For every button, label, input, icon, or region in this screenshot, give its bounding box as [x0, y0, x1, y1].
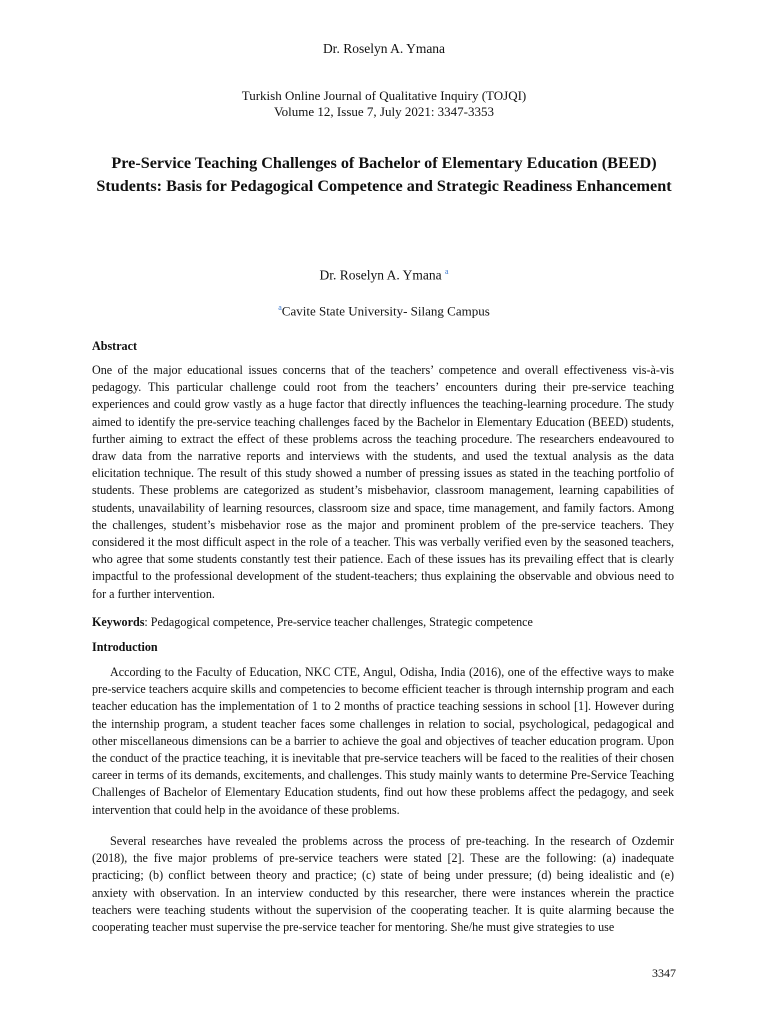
running-head: Dr. Roselyn A. Ymana	[322, 41, 446, 56]
introduction-paragraph-2: Several researches have revealed the problems across the process of pre-teaching. In the research of Ozdemir (2018), the five major problems of pre-service teachers were stated [2]. These are the following: (a) inadequate practicing; (b) conflict between theory and practice; (c) state of being under pressure; (d) being idealistic and (e) anxiety with observation. In an interview conducted by this researcher, there were instances wherein the practice teachers were teaching students without the supervision of the cooperating teacher. It is quite alarming because the cooperating teacher must supervise the pre-service teacher for mentoring. She/he must give strategies to use	[92, 834, 674, 935]
affiliation-text: Cavite State University- Silang Campus	[281, 303, 490, 319]
introduction-paragraph-1: According to the Faculty of Education, NKC CTE, Angul, Odisha, India (2016), one of the effective ways to make pre-service teachers acquire skills and competencies to become efficient teacher is through internship program and each teacher education has the implementation of 1 to 2 months of practice teaching sessions in school [1]. However during the internship program, a student teacher faces some challenges in relation to social, psychological, pedagogical and other miscellaneous dimensions can be a barrier to achieve the goal and objectives of teacher education program. Upon the conduct of the practice teaching, it is inevitable that pre-service teachers will be faced to the realities of their chosen career in terms of its demands, excitements, and challenges. This study mainly wants to determine Pre-Service Teaching Challenges of Bachelor of Elementary Education students, find out how these problems affect the pedagogy, and seek intervention that could help in the avoidance of these problems.	[92, 665, 674, 817]
affiliation-mark: a	[278, 303, 282, 312]
journal-info	[0, 88, 768, 120]
page-number: 3347	[652, 966, 676, 980]
keywords-text: : Pedagogical competence, Pre-service teacher challenges, Strategic competence	[144, 615, 533, 629]
abstract-body: One of the major educational issues concerns that of the teachers’ competence and overall effectiveness vis-à-vis pedagogy. This particular challenge could root from the teachers’ encounters during their pre-service teaching experiences and could grow vastly as a huge factor that directly influences the teaching-learning procedure. The study aimed to identify the pre-service teaching challenges faced by the Bachelor in Elementary Education (BEED) students, further aiming to extract the effect of these problems across the teaching procedure. The researchers endeavoured to draw data from the narrative reports and interviews with the students, and used the textual analysis as the data elicitation technique. The result of this study showed a number of pressing issues as stated in the teaching portfolio of students. These problems are categorized as student’s misbehavior, classroom management, learning capabilities of students, unavailability of learning resources, classroom size and space, time management, and family factors. Among the challenges, student’s misbehavior rose as the major and prominent problem of the pre-service teachers. They considered it the most difficult aspect in the role of a teacher. This was verbally verified even by the seasoned teachers, who agree that some students constantly test their patience. Each of these issues has its prevailing effect that is clearly impactful to the professional development of the student-teachers; thus explaining the observable and obvious need to for a further intervention.	[92, 363, 674, 601]
author-name: Dr. Roselyn A. Ymana	[319, 267, 442, 283]
affiliation-line	[0, 303, 768, 319]
journal-name: Turkish Online Journal of Qualitative Inquiry (TOJQI)	[241, 88, 527, 103]
journal-volume: Volume 12, Issue 7, July 2021: 3347-3353	[273, 104, 495, 119]
paper-title: Pre-Service Teaching Challenges of Bachelor of Elementary Education (BEED) Students: Basis for Pedagogical Competence and Strategic Readiness Enhancement	[96, 154, 672, 195]
abstract-heading: Abstract	[92, 339, 138, 353]
introduction-heading: Introduction	[92, 640, 158, 654]
author-affiliation-mark: a	[444, 267, 449, 276]
keywords-label: Keywords	[92, 615, 145, 629]
keywords-line	[92, 614, 674, 631]
author-line	[0, 267, 768, 284]
